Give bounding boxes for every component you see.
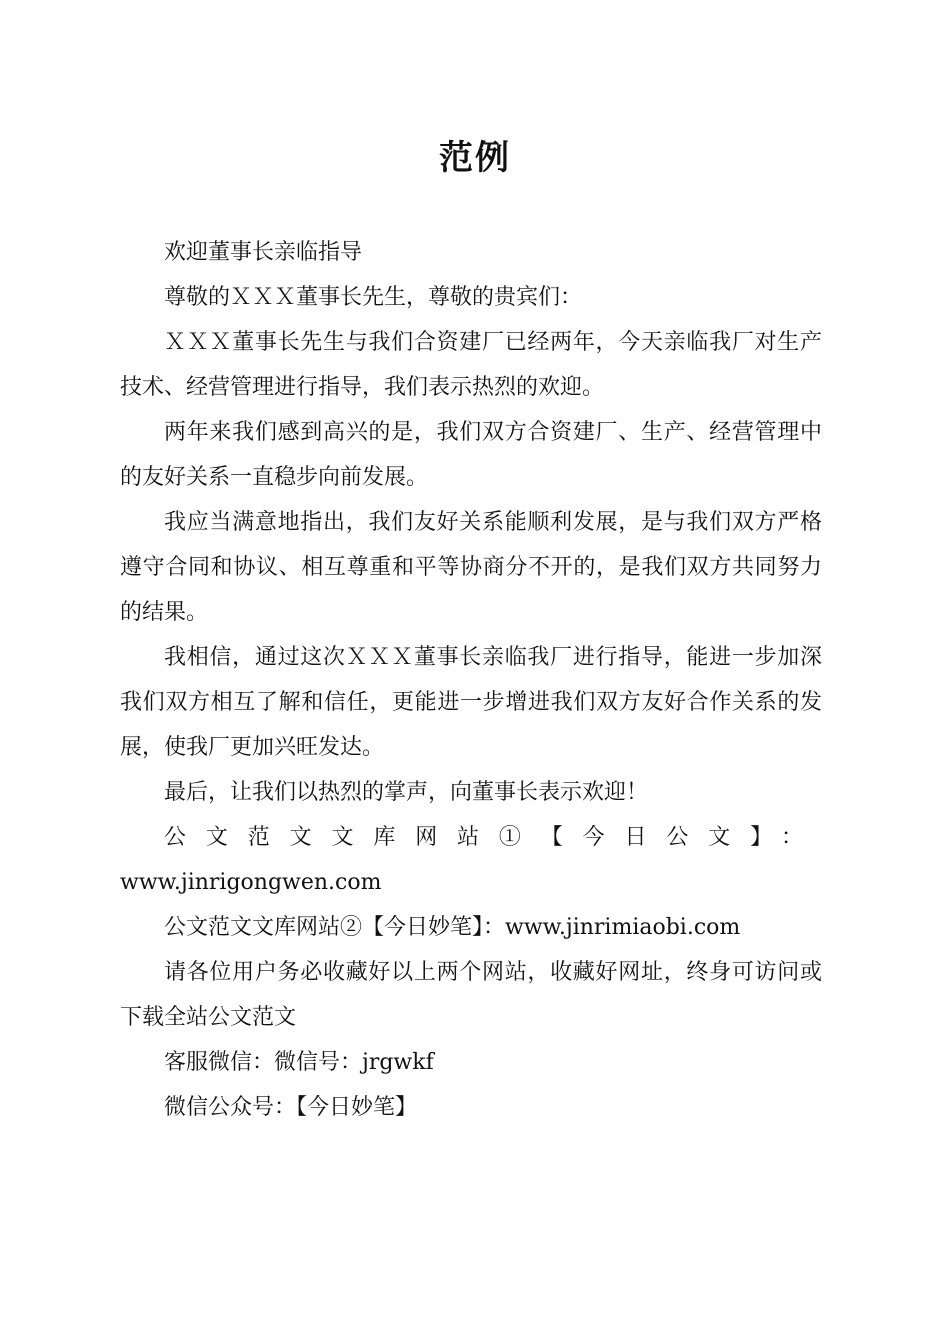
website-1-url: www.jinrigongwen.com xyxy=(120,870,382,895)
customer-service-wechat: 客服微信：微信号：jrgwkf xyxy=(164,1050,434,1075)
paragraph-two-years: 两年来我们感到高兴的是，我们双方合资建厂、生产、经营管理中的友好关系一直稳步向前发展。 xyxy=(120,420,822,490)
website-line-2: 公文范文文库网站②【今日妙笔】：www.jinrimiaobi.com xyxy=(164,915,741,940)
document-title: 范例 xyxy=(439,138,511,178)
website-1-label: 公文范文文库网站①【今日公文】： xyxy=(164,825,822,850)
paragraph-closing: 最后，让我们以热烈的掌声，向董事长表示欢迎！ xyxy=(164,780,649,805)
website-line-1 xyxy=(120,815,822,905)
paragraph-belief: 我相信，通过这次ＸＸＸ董事长亲临我厂进行指导，能进一步加深我们双方相互了解和信任，更能进一步增进我们双方友好合作关系的发展，使我厂更加兴旺发达。 xyxy=(120,645,822,760)
paragraph-welcome: ＸＸＸ董事长先生与我们合资建厂已经两年，今天亲临我厂对生产技术、经营管理进行指导，我们表示热烈的欢迎。 xyxy=(120,330,822,400)
paragraph-relations: 我应当满意地指出，我们友好关系能顺利发展，是与我们双方严格遵守合同和协议、相互尊重和平等协商分不开的，是我们双方共同努力的结果。 xyxy=(120,510,822,625)
salutation: 尊敬的ＸＸＸ董事长先生，尊敬的贵宾们： xyxy=(164,285,583,310)
wechat-official-account: 微信公众号：【今日妙笔】 xyxy=(164,1095,418,1120)
document-body xyxy=(120,230,822,1130)
greeting-heading: 欢迎董事长亲临指导 xyxy=(164,240,363,265)
bookmark-notice: 请各位用户务必收藏好以上两个网站，收藏好网址，终身可访问或下载全站公文范文 xyxy=(120,960,822,1030)
